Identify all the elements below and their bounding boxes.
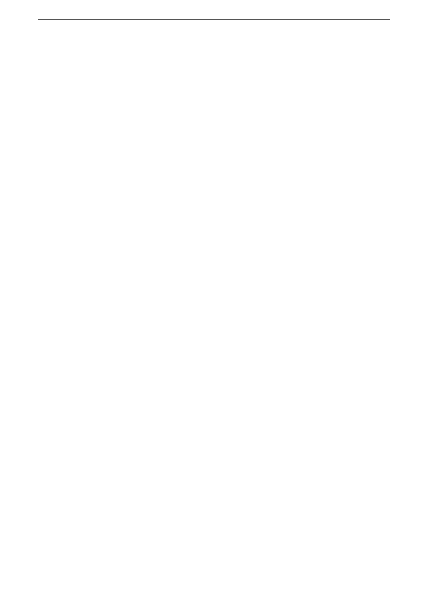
figure2-microscopy-panel bbox=[38, 142, 188, 212]
figure2-western-blot bbox=[202, 143, 274, 211]
header-rule bbox=[38, 19, 390, 20]
figure3-western-blot bbox=[76, 385, 166, 451]
figure3-microscopy-panel bbox=[232, 290, 352, 382]
